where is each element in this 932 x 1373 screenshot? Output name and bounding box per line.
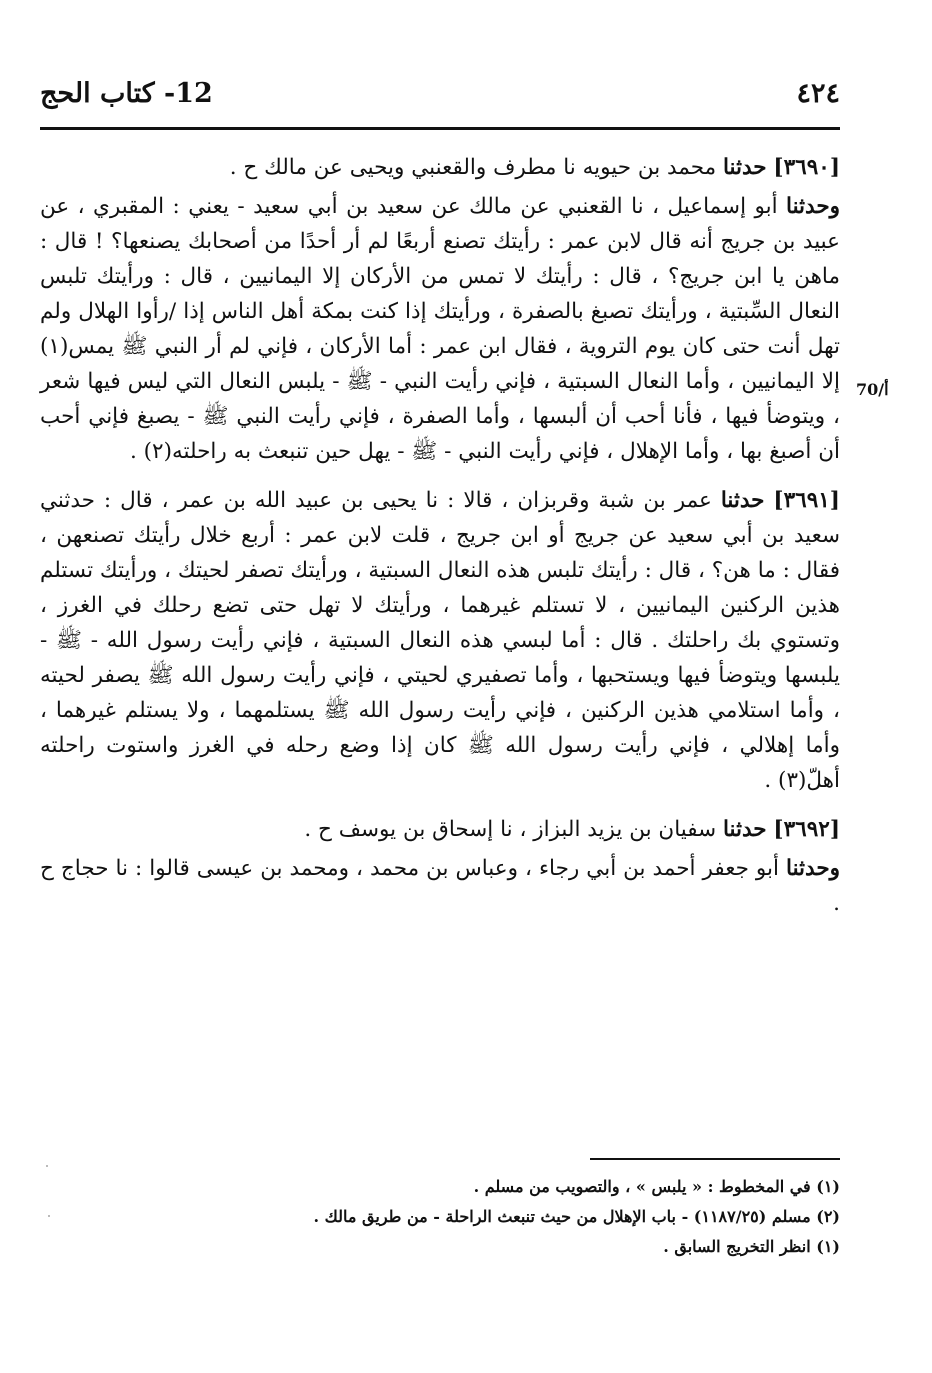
- hadith-text: عمر بن شبة وقربزان ، قالا : نا يحيى بن عبيد الله بن عمر ، قال : حدثني سعيد بن أبي سعيد عن جريج أو ابن جريج ، قلت لابن عمر : أربع خلال رأيتك تصنعهن ، فقال : ما هن؟ ، قال : رأيتك تلبس هذه النعال السبتية ، ورأيتك تصفر لحيتك ، ورأيتك تستلم هذين الركنين اليمانيين ، لا تستلم غيرهما ، ورأيتك لا تهل حتى تضع رحلك في الغرز ، وتستوي بك راحلتك . قال : أما لبسي هذه النعال السبتية ، فإني رأيت رسول الله - ﷺ - يلبسها ويتوضأ فيها ويستحبها ، وأما تصفيري لحيتي ، فإني رأيت رسول الله ﷺ يصفر لحيته ، وأما استلامي هذين الركنين ، فإني رأيت رسول الله ﷺ يستلمهما ، ولا يستلم غيرهما ، وأما إهلالي ، فإني رأيت رسول الله ﷺ كان إذا وضع رحله في الغرز واستوت راحلته أهلّ(٣) .: [40, 488, 840, 793]
- footnote-2: (٢) مسلم (١١٨٧/٢٥) - باب الإهلال من حيث تنبعث الراحلة - من طريق مالك .: [313, 1207, 840, 1226]
- main-text: [40, 150, 840, 921]
- hadith-text: أبو إسماعيل ، نا القعنبي عن مالك عن سعيد بن أبي سعيد - يعني : المقبري ، عن عبيد بن جريج أنه قال لابن عمر : رأيتك تصنع أربعًا لم أر أحدًا من أصحابك يصنعها؟ ! قال : ماهن يا ابن جريج؟ ، قال : رأيتك لا تمس من الأركان إلا اليمانيين ، قال : ورأيتك تلبس النعال السِّبتية ، ورأيتك تصبغ بالصفرة ، ورأيتك إذا كنت بمكة أهل الناس إذا /رأوا الهلال ولم تهل أنت حتى كان يوم التروية ، فقال ابن عمر : أما الأركان ، فإني لم أر النبي ﷺ يمس(١) إلا اليمانيين ، وأما النعال السبتية ، فإني رأيت النبي - ﷺ - يلبس النعال التي ليس فيها شعر ، ويتوضأ فيها ، فأنا أحب أن ألبسها ، وأما الصفرة ، فإني رأيت النبي ﷺ - يصبغ فإني أحب أن أصبغ بها ، وأما الإهلال ، فإني رأيت النبي - ﷺ - يهل حين تنبعث به راحلته(٢) .: [40, 194, 840, 464]
- footnote-3: (١) انظر التخريج السابق .: [663, 1237, 840, 1256]
- page-number: ٤٢٤: [796, 78, 840, 109]
- hadith-3692: [40, 812, 840, 847]
- scan-speck: [46, 1165, 48, 1167]
- header-divider: [40, 127, 840, 130]
- hadith-3690: [40, 150, 840, 185]
- hadith-3690-continuation: [40, 189, 840, 469]
- hadith-opening: حدثنا: [720, 488, 765, 513]
- hadith-text: سفيان بن يزيد البزاز ، نا إسحاق بن يوسف ح .: [304, 817, 723, 842]
- hadith-text: محمد بن حيويه نا مطرف والقعنبي ويحيى عن مالك ح .: [229, 155, 723, 180]
- footnote-divider: [590, 1158, 840, 1160]
- footnote-1: (١) في المخطوط : « يلبس » ، والتصويب من مسلم .: [473, 1177, 840, 1196]
- hadith-text: أبو جعفر أحمد بن أبي رجاء ، وعباس بن محمد ، ومحمد بن عيسى قالوا : نا حجاج ح .: [40, 856, 840, 916]
- hadith-opening: حدثنا: [722, 155, 767, 180]
- hadith-opening: وحدثنا: [786, 194, 840, 219]
- hadith-opening: وحدثنا: [786, 856, 840, 881]
- hadith-number: [٣٦٩٠]: [773, 155, 840, 180]
- hadith-number: [٣٦٩١]: [773, 488, 840, 513]
- footnotes: [40, 1172, 840, 1262]
- hadith-3692-continuation: [40, 851, 840, 921]
- hadith-3691: [40, 483, 840, 798]
- hadith-number: [٣٦٩٢]: [773, 817, 840, 842]
- manuscript-folio-note: 70/أ: [856, 380, 889, 399]
- scan-speck: [48, 1215, 50, 1217]
- page-header: [40, 72, 840, 112]
- chapter-title: 12- كتاب الحج: [40, 78, 213, 109]
- hadith-opening: حدثنا: [722, 817, 767, 842]
